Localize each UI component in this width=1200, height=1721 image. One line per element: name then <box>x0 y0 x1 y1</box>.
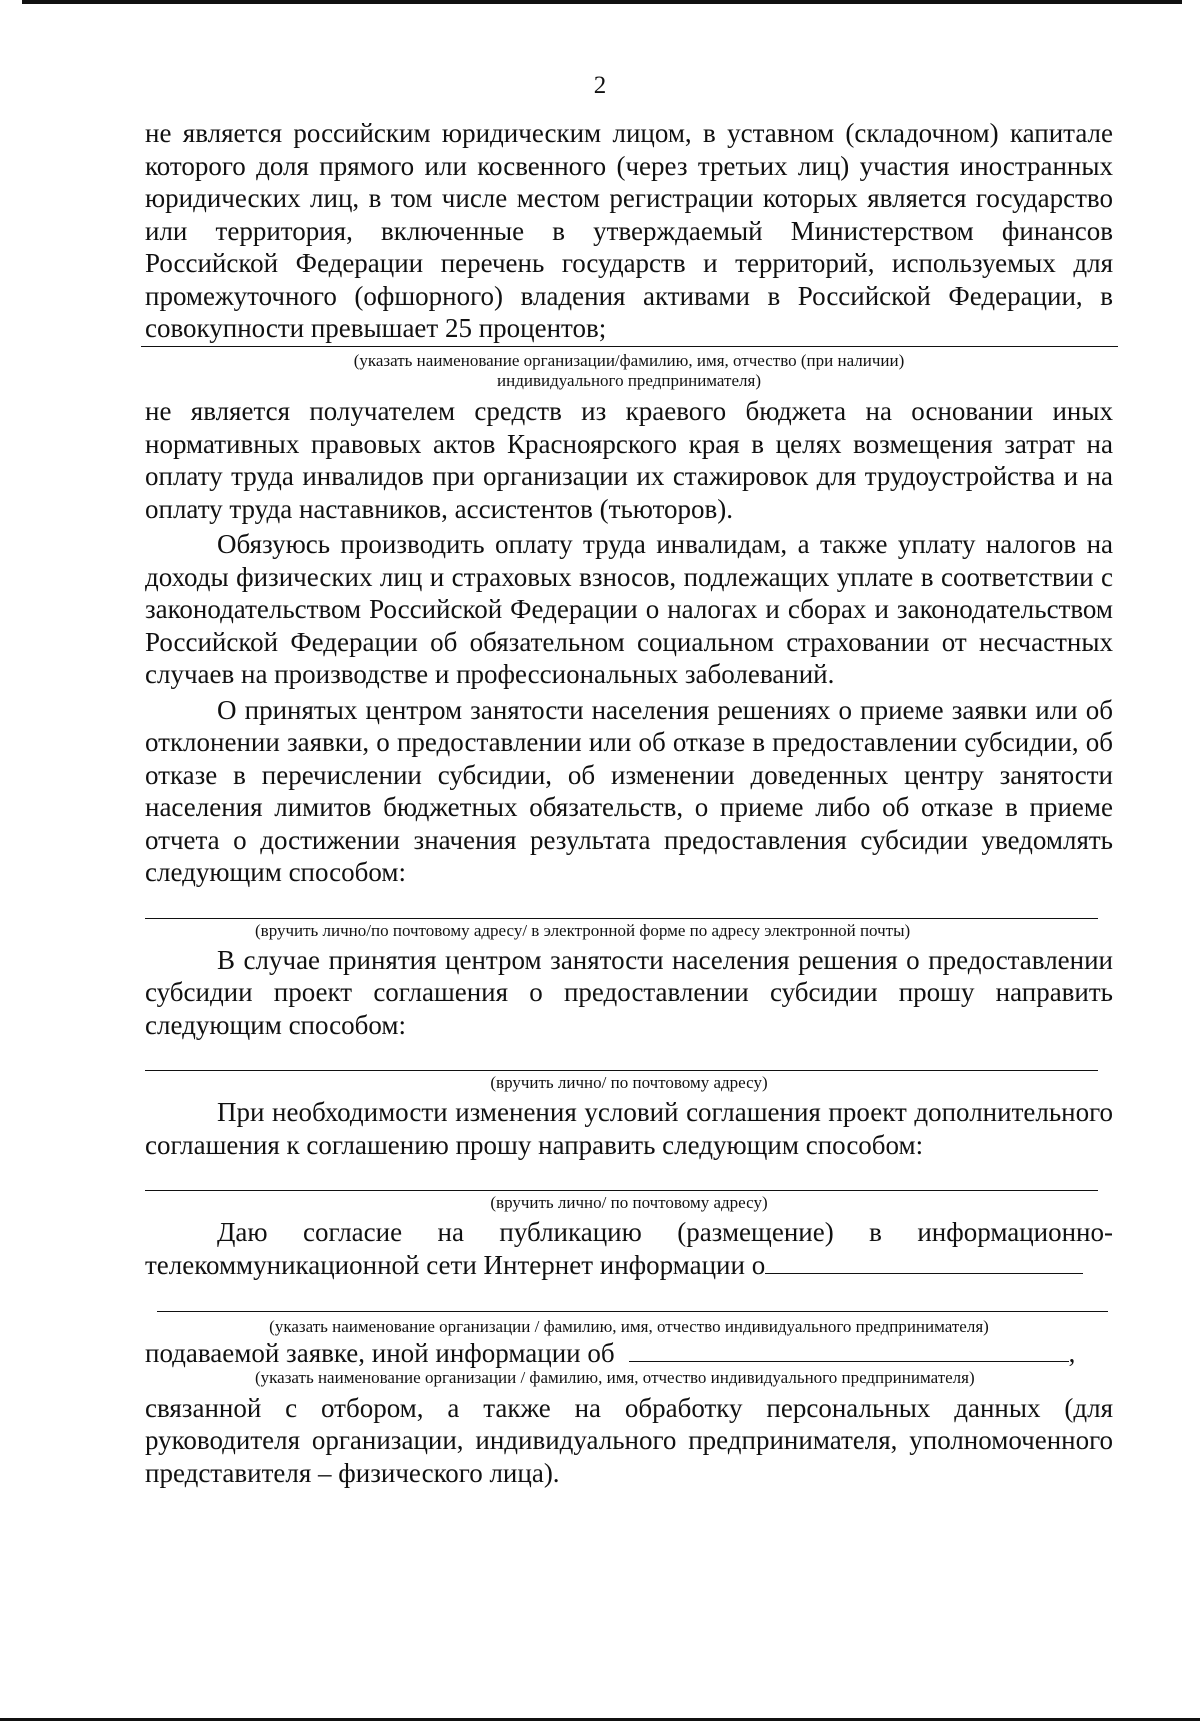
paragraph-submitted-application <box>145 1337 1113 1370</box>
caption-agreement-delivery: (вручить лично/ по почтовому адресу) <box>490 1073 768 1092</box>
paragraph-publication-consent <box>145 1216 1113 1281</box>
paragraph-notification-method: О принятых центром занятости населения решениях о приеме заявки или об отклонении заявки, о предоставлении или об отказе в предоставлении субсидии, об отказе в перечислении субсидии, об изменении доведенных центру занятости населения лимитов бюджетных обязательств, о приеме либо об отказе в приеме отчета о достижении значения результата предоставления субсидии уведомлять следующим способом: <box>145 694 1113 887</box>
paragraph-foreign-capital: не является российским юридическим лицом, в уставном (складочном) капитале которого доля прямого или косвенного (через третьих лиц) участия иностранных юридических лиц, в том числе местом регистрации которых является государство или территория, включенные в утверждаемый Министерством финансов Российской Федерации перечень государств и территорий, используемых для промежуточного (офшорного) владения активами в Российской Федерации, в совокупности превышает 25 процентов; <box>145 118 1113 343</box>
caption-applicant-name: (указать наименование организации / фамилию, имя, отчество индивидуального предпринимателя) <box>269 1317 989 1336</box>
blank-other-info-line[interactable] <box>629 1339 1069 1362</box>
submitted-application-comma: , <box>1068 1338 1076 1368</box>
caption-notification-method: (вручить лично/по почтовому адресу/ в электронной форме по адресу электронной почты) <box>255 920 911 940</box>
publication-consent-text: Даю согласие на публикацию (размещение) в информационно-телекоммуникационной сети Интернет информации о <box>145 1217 1113 1280</box>
blank-applicant-name-line[interactable] <box>157 1311 1108 1312</box>
caption-other-info: (указать наименование организации / фамилию, имя, отчество индивидуального предпринимателя) <box>255 1367 975 1387</box>
blank-agreement-delivery-line[interactable] <box>145 1070 1098 1071</box>
blank-notification-method-line[interactable] <box>145 918 1098 919</box>
paragraph-not-recipient: не является получателем средств из краевого бюджета на основании иных нормативных правовых актов Красноярского края в целях возмещения затрат на оплату труда инвалидов при организации их стажировок для трудоустройства и на оплату труда наставников, ассистентов (тьюторов). <box>145 396 1113 524</box>
top-border-line <box>22 0 1182 4</box>
caption-supplementary-agreement: (вручить лично/ по почтовому адресу) <box>490 1193 768 1212</box>
paragraph-supplementary-agreement: При необходимости изменения условий соглашения проект дополнительного соглашения к соглашению прошу направить следующим способом: <box>145 1097 1113 1160</box>
page-number: 2 <box>593 72 607 99</box>
caption-organization-name-line2: индивидуального предпринимателя) <box>497 371 761 390</box>
caption-organization-name-line1: (указать наименование организации/фамилию, имя, отчество (при наличии) <box>353 351 905 370</box>
paragraph-agreement-delivery: В случае принятия центром занятости населения решения о предоставлении субсидии проект соглашения о предоставлении субсидии прошу направить следующим способом: <box>145 944 1113 1040</box>
blank-publication-subject-line[interactable] <box>765 1251 1083 1274</box>
blank-organization-name-line[interactable] <box>141 346 1118 347</box>
submitted-application-text: подаваемой заявке, иной информации об <box>145 1338 615 1368</box>
paragraph-personal-data-consent: связанной с отбором, а также на обработку персональных данных (для руководителя организации, индивидуального предпринимателя, уполномоченного представителя – физического лица). <box>145 1392 1113 1488</box>
document-body <box>145 117 1113 1489</box>
paragraph-obligation: Обязуюсь производить оплату труда инвалидам, а также уплату налогов на доходы физических лиц и страховых взносов, подлежащих уплате в соответствии с законодательством Российской Федерации о налогах и сборах и законодательством Российской Федерации об обязательном социальном страховании от несчастных случаев на производстве и профессиональных заболеваний. <box>145 529 1113 689</box>
blank-supplementary-agreement-line[interactable] <box>145 1190 1098 1191</box>
